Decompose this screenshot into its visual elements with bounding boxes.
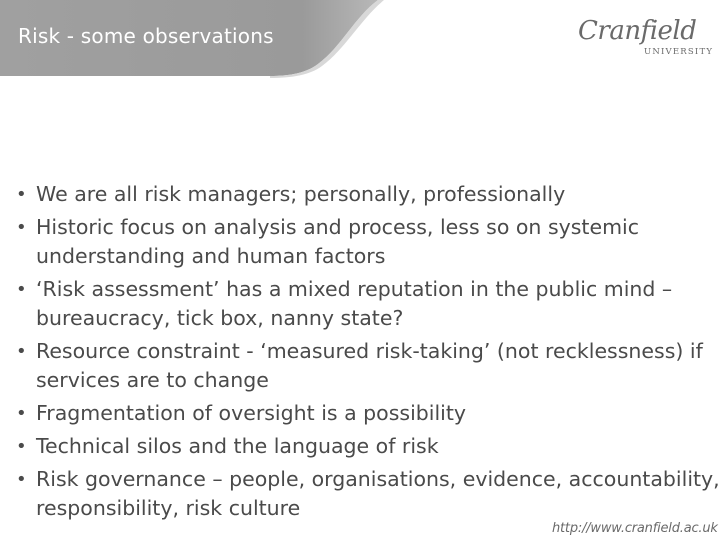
bullet-dot-icon: • <box>16 469 27 490</box>
bullet-item <box>14 180 720 209</box>
bullet-item <box>14 432 720 461</box>
bullet-dot-icon: • <box>16 217 27 238</box>
bullet-text: Resource constraint - ‘measured risk-taking’ (not recklessness) if services are to change <box>36 339 703 392</box>
bullet-dot-icon: • <box>16 184 27 205</box>
header-band <box>0 0 728 86</box>
bullet-item <box>14 275 720 333</box>
bullet-text: Fragmentation of oversight is a possibility <box>36 401 467 425</box>
bullet-text: Historic focus on analysis and process, less so on systemic understanding and human factors <box>36 215 640 268</box>
bullet-text: ‘Risk assessment’ has a mixed reputation in the public mind – bureaucracy, tick box, nanny state? <box>36 277 673 330</box>
bullet-dot-icon: • <box>16 279 27 300</box>
bullet-text: We are all risk managers; personally, professionally <box>36 182 566 206</box>
bullet-item <box>14 399 720 428</box>
cranfield-logo <box>578 16 714 66</box>
bullet-dot-icon: • <box>16 403 27 424</box>
bullet-dot-icon: • <box>16 436 27 457</box>
bullet-text: Risk governance – people, organisations, evidence, accountability, responsibility, risk culture <box>36 467 720 520</box>
bullet-dot-icon: • <box>16 341 27 362</box>
bullet-item <box>14 465 720 523</box>
logo-subtitle: UNIVERSITY <box>644 47 714 57</box>
bullet-text: Technical silos and the language of risk <box>36 434 439 458</box>
bullet-list <box>14 180 720 527</box>
logo-wordmark: Cranfield <box>578 16 697 46</box>
footer-url: http://www.cranfield.ac.uk <box>552 521 718 536</box>
bullet-item <box>14 213 720 271</box>
bullet-item <box>14 337 720 395</box>
slide-title: Risk - some observations <box>18 24 274 48</box>
